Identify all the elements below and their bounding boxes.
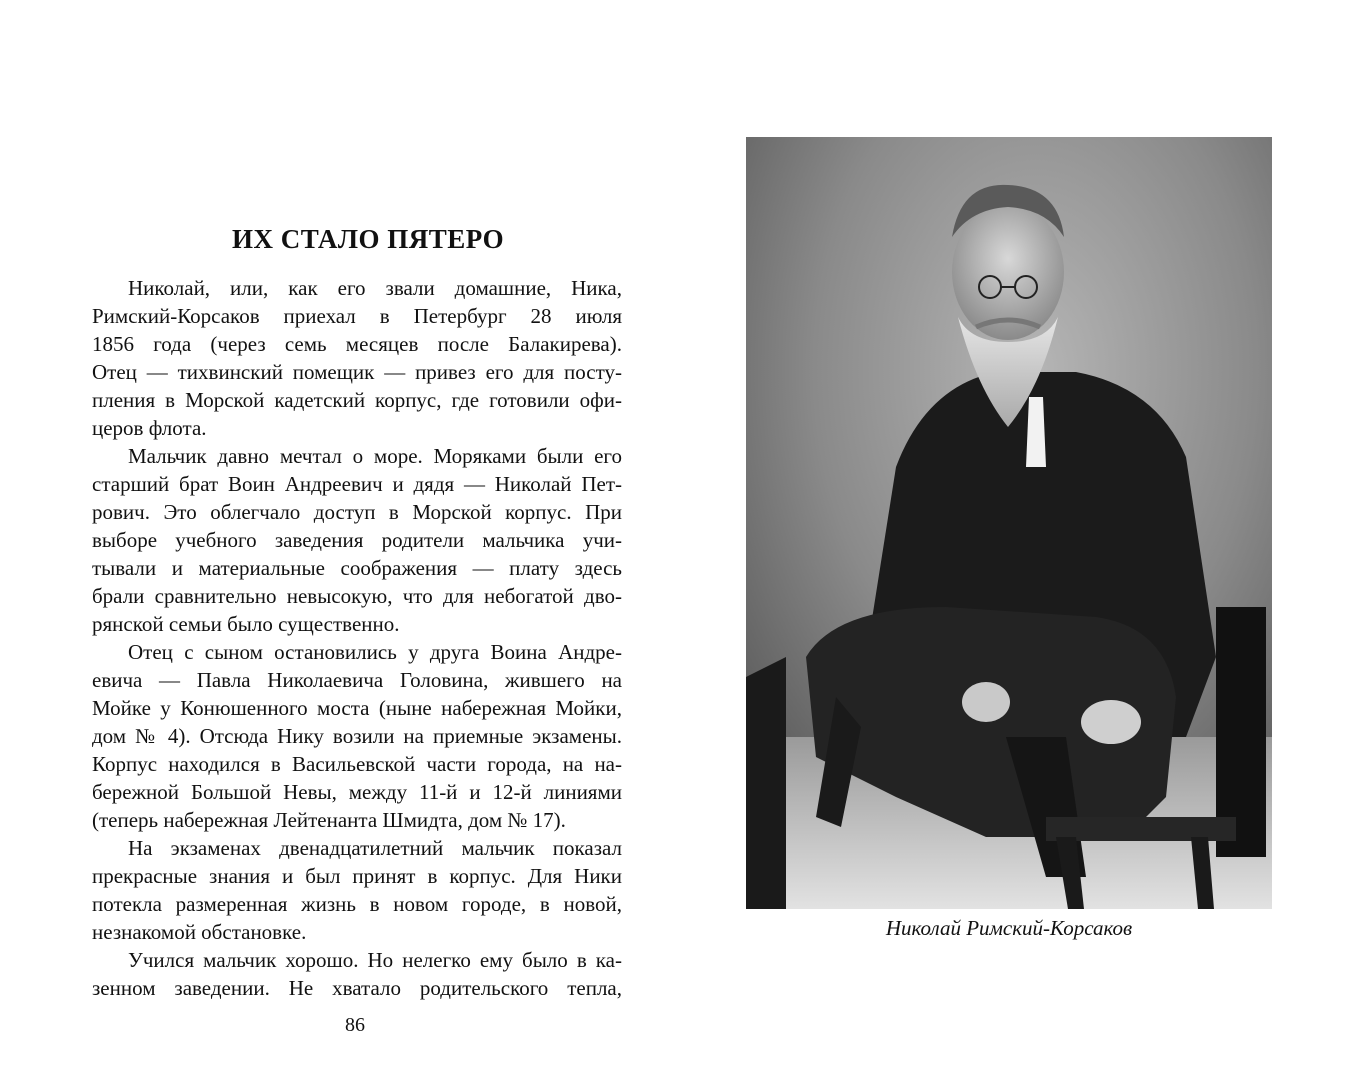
- text-line: (теперь набережная Лейтенанта Шмидта, дом № 17).: [92, 808, 566, 832]
- text-line: бережной Большой Невы, между 11-й и 12-й линиями: [92, 780, 622, 804]
- text-line: незнакомой обстановке.: [92, 920, 307, 944]
- page-number: 86: [345, 1014, 365, 1036]
- text-line: прекрасные знания и был принят в корпус. Для Ники: [92, 864, 622, 888]
- text-line: Римский-Корсаков приехал в Петербург 28 июля: [92, 304, 622, 328]
- text-line: На экзаменах двенадцатилетний мальчик показал: [128, 836, 622, 860]
- text-line: церов флота.: [92, 416, 207, 440]
- text-line: брали сравнительно невысокую, что для небогатой дво-: [92, 584, 622, 608]
- text-line: рянской семьи было существенно.: [92, 612, 400, 636]
- body-text: [92, 274, 622, 1002]
- text-line: потекла размеренная жизнь в новом городе, в новой,: [92, 892, 622, 916]
- text-line: Отец — тихвинский помещик — привез его для посту-: [92, 360, 622, 384]
- text-line: зенном заведении. Не хватало родительского тепла,: [92, 976, 622, 1000]
- text-line: дом № 4). Отсюда Нику возили на приемные экзамены.: [92, 724, 622, 748]
- text-line: Корпус находился в Васильевской части города, на на-: [92, 752, 622, 776]
- text-line: 1856 года (через семь месяцев после Балакирева).: [92, 332, 622, 356]
- chapter-title: ИХ СТАЛО ПЯТЕРО: [232, 224, 505, 254]
- portrait-photo: [746, 137, 1272, 909]
- text-line: пления в Морской кадетский корпус, где готовили офи-: [92, 388, 622, 412]
- text-line: Николай, или, как его звали домашние, Ника,: [128, 276, 622, 300]
- text-line: рович. Это облегчало доступ в Морской корпус. При: [92, 500, 622, 524]
- text-line: тывали и материальные соображения — плату здесь: [92, 556, 622, 580]
- text-line: Мойке у Конюшенного моста (ныне набережная Мойки,: [92, 696, 622, 720]
- text-line: Отец с сыном остановились у друга Воина Андре-: [128, 640, 622, 664]
- text-line: евича — Павла Николаевича Головина, жившего на: [92, 668, 622, 692]
- text-line: старший брат Воин Андреевич и дядя — Николай Пет-: [92, 472, 622, 496]
- text-line: Мальчик давно мечтал о море. Моряками были его: [128, 444, 622, 468]
- photo-caption: Николай Римский-Корсаков: [885, 916, 1133, 940]
- text-line: выборе учебного заведения родители мальчика учи-: [92, 528, 622, 552]
- text-line: Учился мальчик хорошо. Но нелегко ему было в ка-: [128, 948, 622, 972]
